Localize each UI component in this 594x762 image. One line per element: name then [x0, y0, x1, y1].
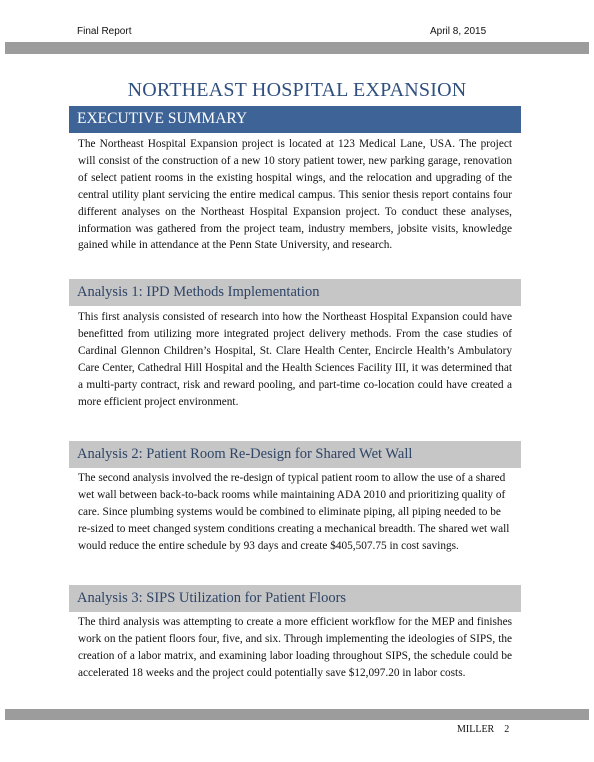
analysis1-heading-bar — [69, 279, 521, 306]
analysis2-body: The second analysis involved the re-design of typical patient room to allow the use of a shared wet wall between back-to-back rooms while maintaining ADA 2010 and prioritizing quality of care. Since plumbing systems would be combined to eliminate piping, all piping needed to be re-sized to meet changed system conditions creating a mechanical breadth. The shared wet wall would reduce the entire schedule by 93 days and create $405,507.75 in cost savings. — [78, 472, 510, 552]
header-report-label: Final Report — [77, 26, 132, 37]
analysis3-heading: Analysis 3: SIPS Utilization for Patient Floors — [77, 590, 347, 606]
analysis1-body: This first analysis consisted of research into how the Northeast Hospital Expansion could have benefitted from utilizing more integrated project delivery methods. From the case studies of Cardinal Glennon Children’s Hospital, St. Clare Health Center, Encircle Health’s Ambulatory Care Center, Cathedral Hill Hospital and the Health Sciences Facility III, it was determined that a multi-party contract, risk and reward pooling, and part-time co-location could have created a more efficient project environment. — [78, 311, 512, 408]
header-rule — [5, 42, 589, 54]
executive-summary-body: The Northeast Hospital Expansion project is located at 123 Medical Lane, USA. The project will consist of the construction of a new 10 story patient tower, new parking garage, renovation of select patient rooms in the existing hospital wings, and the relocation and upgrading of the central utility plant servicing the entire medical campus. This senior thesis report contains four different analyses on the Northeast Hospital Expansion project. To conduct these analyses, information was gathered from the project team, industry members, jobsite visits, knowledge gained while in attendance at the Penn State University, and research. — [78, 138, 512, 252]
page-title: NORTHEAST HOSPITAL EXPANSION — [127, 79, 467, 101]
page-number: 2 — [504, 724, 510, 735]
executive-summary-heading-bar — [69, 106, 521, 133]
footer-rule — [5, 709, 589, 720]
analysis3-body: The third analysis was attempting to create a more efficient workflow for the MEP and finishes work on the patient floors four, five, and six. Through implementing the ideologies of SIPS, the creation of a labor matrix, and examining labor loading throughout SIPS, the schedule could be accelerated 18 weeks and the project could potentially save $12,097.20 in labor costs. — [78, 616, 512, 679]
header-date: April 8, 2015 — [430, 26, 487, 37]
analysis1-heading: Analysis 1: IPD Methods Implementation — [77, 284, 320, 300]
analysis2-heading-bar — [69, 441, 521, 468]
analysis3-heading-bar — [69, 585, 521, 612]
footer — [457, 724, 509, 735]
footer-author: MILLER — [457, 724, 495, 735]
executive-summary-heading: EXECUTIVE SUMMARY — [77, 110, 248, 127]
analysis2-heading: Analysis 2: Patient Room Re-Design for Shared Wet Wall — [77, 446, 413, 462]
